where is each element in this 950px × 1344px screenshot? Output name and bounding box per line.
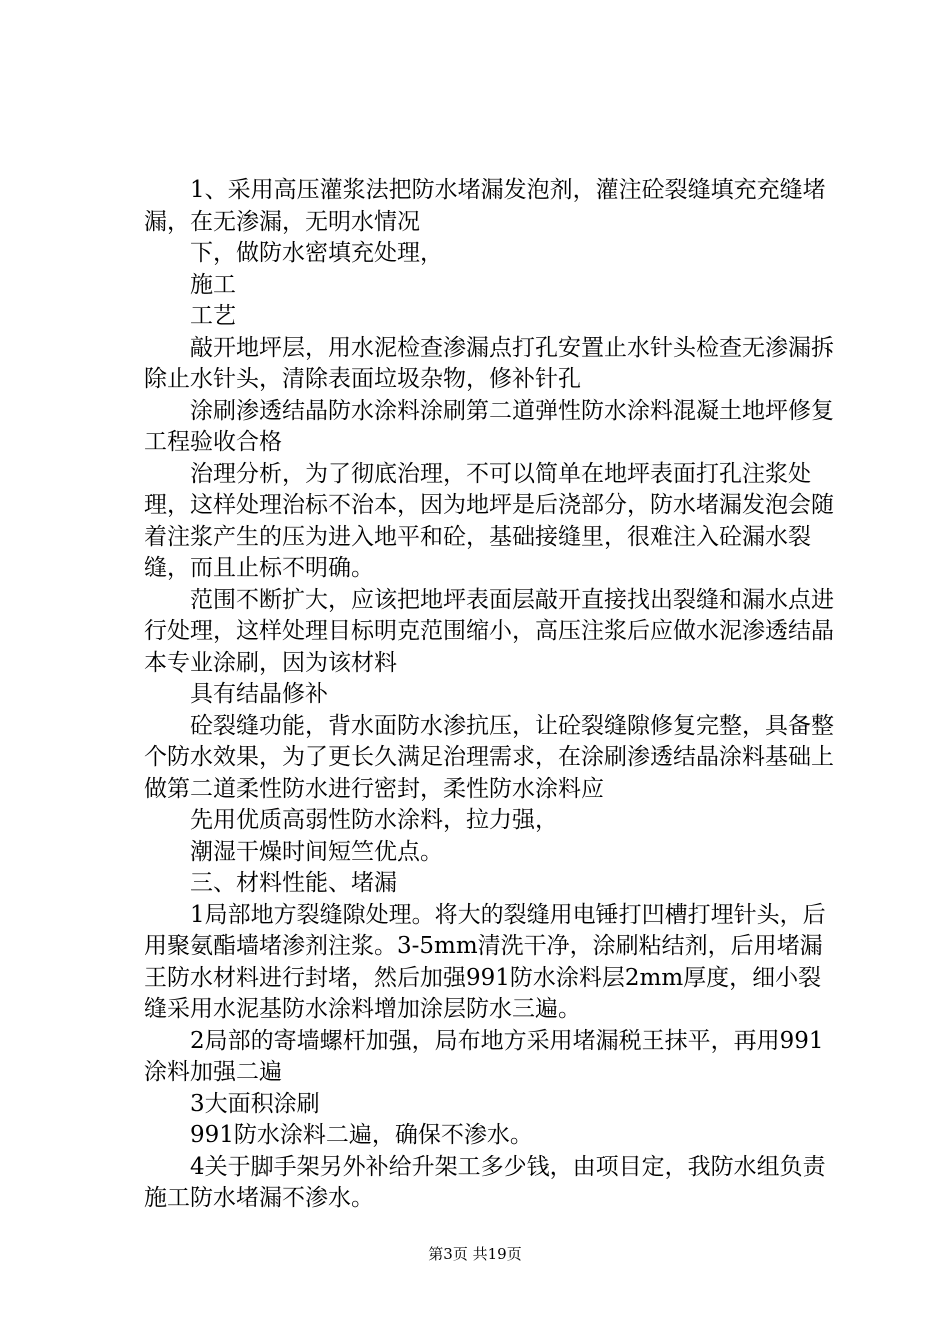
paragraph: 3大面积涂刷 bbox=[190, 1090, 320, 1117]
paragraph: 先用优质高弱性防水涂料，拉力强， bbox=[190, 807, 558, 833]
paragraph: 4关于脚手架另外补给升架工多少钱，由项目定，我防水组负责施工防水堵漏不渗水。 bbox=[144, 1153, 826, 1211]
document-body bbox=[144, 175, 834, 1215]
paragraph: 施工 bbox=[190, 271, 236, 298]
paragraph: 范围不断扩大，应该把地坪表面层敲开直接找出裂缝和漏水点进行处理，这样处理目标明克范围缩小，高压注浆后应做水泥渗透结晶本专业涂刷，因为该材料 bbox=[144, 586, 834, 676]
paragraph: 治理分析，为了彻底治理，不可以简单在地坪表面打孔注浆处理，这样处理治标不治本，因为地坪是后浇部分，防水堵漏发泡会随着注浆产生的压为进入地平和砼，基础接缝里，很难注入砼漏水裂缝，而且止标不明确。 bbox=[144, 460, 834, 581]
paragraph: 工艺 bbox=[190, 303, 236, 329]
paragraph: 潮湿干燥时间短竺优点。 bbox=[190, 838, 443, 865]
paragraph: 2局部的寄墙螺杆加强，局布地方采用堵漏税王抹平，再用991涂料加强二遍 bbox=[144, 1027, 824, 1085]
paragraph: 1局部地方裂缝隙处理。将大的裂缝用电锤打凹槽打埋针头，后用聚氨酯墙堵渗剂注浆。3-5mm清洗干净，涂刷粘结剂，后用堵漏王防水材料进行封堵，然后加强991防水涂料层2mm厚度，细小裂缝采用水泥基防水涂料增加涂层防水三遍。 bbox=[144, 901, 826, 1022]
paragraph: 涂刷渗透结晶防水涂料涂刷第二道弹性防水涂料混凝土地坪修复工程验收合格 bbox=[144, 397, 834, 455]
paragraph: 具有结晶修补 bbox=[190, 681, 328, 707]
paragraph: 敲开地坪层，用水泥检查渗漏点打孔安置止水针头检查无渗漏拆除止水针头，清除表面垃圾杂物，修补针孔 bbox=[144, 334, 834, 392]
paragraph: 991防水涂料二遍，确保不渗水。 bbox=[190, 1122, 533, 1148]
paragraph: 砼裂缝功能，背水面防水渗抗压，让砼裂缝隙修复完整，具备整个防水效果，为了更长久满足治理需求，在涂刷渗透结晶涂料基础上做第二道柔性防水进行密封，柔性防水涂料应 bbox=[144, 712, 834, 802]
page-number-footer: 第3页 共19页 bbox=[428, 1245, 522, 1263]
paragraph: 1、采用高压灌浆法把防水堵漏发泡剂，灌注砼裂缝填充充缝堵漏，在无渗漏，无明水情况 bbox=[144, 177, 826, 235]
paragraph: 下，做防水密填充处理， bbox=[190, 240, 443, 266]
section-heading: 三、材料性能、堵漏 bbox=[190, 870, 397, 896]
